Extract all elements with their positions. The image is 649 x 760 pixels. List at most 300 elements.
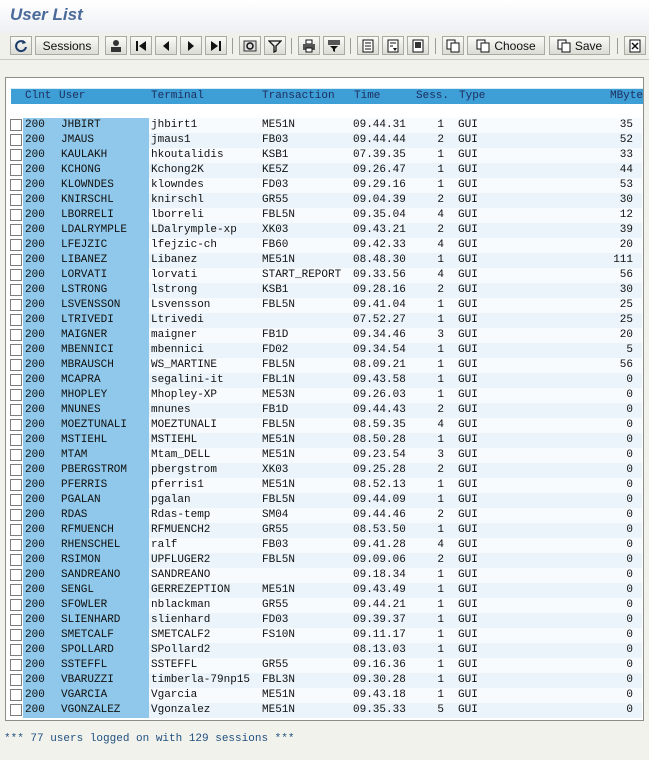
cell-time: 09.28.16 [353, 284, 406, 296]
cell-user: MNUNES [61, 404, 101, 416]
cell-time: 09.34.54 [353, 344, 406, 356]
row-select-checkbox[interactable] [10, 209, 22, 221]
cell-user: LBORRELI [61, 209, 114, 221]
last-page-button[interactable] [205, 36, 227, 55]
cell-type: GUI [458, 359, 478, 371]
row-select-checkbox[interactable] [10, 584, 22, 596]
cell-terminal: SANDREANO [151, 569, 211, 581]
cell-clnt: 200 [25, 479, 45, 491]
cell-time: 09.43.18 [353, 689, 406, 701]
cell-time: 08.50.28 [353, 434, 406, 446]
cell-user: SANDREANO [61, 569, 121, 581]
cell-user: KNIRSCHL [61, 194, 114, 206]
cell-transaction: FBL5N [262, 299, 296, 311]
header-transaction[interactable]: Transaction [262, 90, 335, 102]
filter-button[interactable] [264, 36, 286, 55]
cell-transaction: ME51N [262, 119, 296, 131]
row-select-checkbox[interactable] [10, 524, 22, 536]
cell-terminal: WS_MARTINE [151, 359, 218, 371]
cell-mbyte: 33 [619, 149, 633, 161]
cell-time: 09.41.28 [353, 539, 406, 551]
table-row[interactable] [6, 193, 642, 208]
cell-time: 08.52.13 [353, 479, 406, 491]
cell-transaction: FD03 [262, 179, 289, 191]
cell-terminal: LDalrymple-xp [151, 224, 237, 236]
cell-sess: 1 [437, 614, 444, 626]
header-time[interactable]: Time [354, 90, 381, 102]
row-select-checkbox[interactable] [10, 494, 22, 506]
header-mbyte[interactable]: MByte [609, 90, 643, 102]
row-select-checkbox[interactable] [10, 239, 22, 251]
table-row[interactable] [6, 478, 642, 493]
cell-clnt: 200 [25, 689, 45, 701]
cell-sess: 3 [437, 449, 444, 461]
cell-terminal: Vgarcia [151, 689, 198, 701]
row-select-checkbox[interactable] [10, 434, 22, 446]
cell-type: GUI [458, 374, 478, 386]
cell-transaction: ME51N [262, 704, 296, 716]
cell-transaction: FBL5N [262, 494, 296, 506]
row-select-checkbox[interactable] [10, 329, 22, 341]
cell-mbyte: 0 [626, 479, 633, 491]
cell-mbyte: 39 [619, 224, 633, 236]
table-row[interactable] [6, 388, 642, 403]
cell-type: GUI [458, 539, 478, 551]
cell-user: RHENSCHEL [61, 539, 121, 551]
cell-type: GUI [458, 404, 478, 416]
header-type[interactable]: Type [459, 90, 486, 102]
cell-terminal: mbennici [151, 344, 204, 356]
print-preview-button[interactable] [323, 36, 345, 55]
cell-sess: 1 [437, 674, 444, 686]
next-page-button[interactable] [180, 36, 202, 55]
cell-user: KCHONG [61, 164, 101, 176]
application-toolbar [0, 33, 649, 60]
table-row[interactable] [6, 523, 642, 538]
copy-icon [446, 39, 460, 53]
cell-type: GUI [458, 164, 478, 176]
cell-terminal: pbergstrom [151, 464, 218, 476]
cell-time: 09.35.04 [353, 209, 406, 221]
cell-terminal: mnunes [151, 404, 191, 416]
cell-user: MBRAUSCH [61, 359, 114, 371]
cell-transaction: FBL5N [262, 209, 296, 221]
table-row[interactable] [6, 253, 642, 268]
table-row[interactable] [6, 328, 642, 343]
header-user[interactable]: User [59, 90, 86, 102]
cell-terminal: jhbirt1 [151, 119, 198, 131]
cell-mbyte: 0 [626, 464, 633, 476]
cell-user: MOEZTUNALI [61, 419, 128, 431]
cell-terminal: maigner [151, 329, 198, 341]
cell-user: VBARUZZI [61, 674, 114, 686]
cell-mbyte: 20 [619, 239, 633, 251]
detail-button[interactable] [357, 36, 379, 55]
table-row[interactable] [6, 343, 642, 358]
cell-terminal: nblackman [151, 599, 211, 611]
cell-type: GUI [458, 524, 478, 536]
row-select-checkbox[interactable] [10, 119, 22, 131]
refresh-button[interactable] [10, 36, 32, 55]
cell-time: 09.43.21 [353, 224, 406, 236]
cell-time: 09.18.34 [353, 569, 406, 581]
row-select-checkbox[interactable] [10, 194, 22, 206]
find-button[interactable] [239, 36, 261, 55]
cell-mbyte: 56 [619, 269, 633, 281]
sessions-button[interactable] [35, 36, 99, 55]
cell-mbyte: 0 [626, 599, 633, 611]
table-row[interactable] [6, 178, 642, 193]
cell-clnt: 200 [25, 524, 45, 536]
cell-terminal: lorvati [151, 269, 198, 281]
user-info-button[interactable] [105, 36, 127, 55]
title-bar [0, 0, 649, 34]
cell-clnt: 200 [25, 164, 45, 176]
cell-time: 09.44.44 [353, 134, 406, 146]
cell-terminal: RFMUENCH2 [151, 524, 211, 536]
cell-transaction: FBL3N [262, 674, 296, 686]
row-select-checkbox[interactable] [10, 389, 22, 401]
cell-sess: 1 [437, 569, 444, 581]
cell-transaction: GR55 [262, 599, 289, 611]
cell-mbyte: 0 [626, 404, 633, 416]
table-row[interactable] [6, 448, 642, 463]
cell-clnt: 200 [25, 149, 45, 161]
cell-user: MCAPRA [61, 374, 101, 386]
cell-mbyte: 0 [626, 629, 633, 641]
row-select-checkbox[interactable] [10, 704, 22, 716]
cell-type: GUI [458, 449, 478, 461]
cell-sess: 2 [437, 404, 444, 416]
cell-transaction: XK03 [262, 464, 289, 476]
cell-terminal: MSTIEHL [151, 434, 198, 446]
row-select-checkbox[interactable] [10, 164, 22, 176]
cell-mbyte: 0 [626, 509, 633, 521]
table-row[interactable] [6, 658, 642, 673]
table-row[interactable] [6, 538, 642, 553]
print-button[interactable] [298, 36, 320, 55]
cell-clnt: 200 [25, 329, 45, 341]
row-select-checkbox[interactable] [10, 509, 22, 521]
row-select-checkbox[interactable] [10, 479, 22, 491]
table-row[interactable] [6, 238, 642, 253]
row-select-checkbox[interactable] [10, 569, 22, 581]
cell-mbyte: 30 [619, 284, 633, 296]
cell-user: JMAUS [61, 134, 95, 146]
cell-mbyte: 0 [626, 524, 633, 536]
table-row[interactable] [6, 298, 642, 313]
cell-clnt: 200 [25, 674, 45, 686]
column-header-row [11, 88, 643, 104]
cell-user: LTRIVEDI [61, 314, 114, 326]
user-list-panel [5, 77, 644, 721]
row-select-checkbox[interactable] [10, 614, 22, 626]
row-select-checkbox[interactable] [10, 554, 22, 566]
cell-sess: 1 [437, 119, 444, 131]
cell-terminal: GERREZEPTION [151, 584, 231, 596]
cell-mbyte: 53 [619, 179, 633, 191]
row-select-checkbox[interactable] [10, 134, 22, 146]
cell-sess: 4 [437, 269, 444, 281]
table-row[interactable] [6, 418, 642, 433]
row-select-checkbox[interactable] [10, 374, 22, 386]
cell-user: RSIMON [61, 554, 101, 566]
cell-type: GUI [458, 464, 478, 476]
previous-page-button[interactable] [155, 36, 177, 55]
cell-sess: 4 [437, 239, 444, 251]
cell-clnt: 200 [25, 389, 45, 401]
cell-clnt: 200 [25, 704, 45, 716]
table-row[interactable] [6, 688, 642, 703]
cell-clnt: 200 [25, 569, 45, 581]
document-icon [361, 39, 375, 53]
cell-mbyte: 0 [626, 539, 633, 551]
cell-type: GUI [458, 614, 478, 626]
table-row[interactable] [6, 628, 642, 643]
row-select-checkbox[interactable] [10, 539, 22, 551]
cell-clnt: 200 [25, 464, 45, 476]
cell-type: GUI [458, 149, 478, 161]
row-select-checkbox[interactable] [10, 149, 22, 161]
row-select-checkbox[interactable] [10, 599, 22, 611]
header-sess[interactable]: Sess. [416, 90, 450, 102]
cell-mbyte: 0 [626, 584, 633, 596]
cell-user: LSVENSSON [61, 299, 121, 311]
row-select-checkbox[interactable] [10, 464, 22, 476]
cell-clnt: 200 [25, 194, 45, 206]
cell-time: 09.33.56 [353, 269, 406, 281]
cell-sess: 2 [437, 284, 444, 296]
cell-terminal: slienhard [151, 614, 211, 626]
row-select-checkbox[interactable] [10, 284, 22, 296]
cell-user: MSTIEHL [61, 434, 108, 446]
table-row[interactable] [6, 493, 642, 508]
cell-time: 07.52.27 [353, 314, 406, 326]
cell-user: LSTRONG [61, 284, 108, 296]
table-row[interactable] [6, 433, 642, 448]
cell-user: PFERRIS [61, 479, 108, 491]
cell-time: 08.13.03 [353, 644, 406, 656]
save-label: Save [574, 38, 603, 53]
cell-user: MTAM [61, 449, 88, 461]
row-select-checkbox[interactable] [10, 224, 22, 236]
cell-mbyte: 5 [626, 344, 633, 356]
cell-sess: 2 [437, 464, 444, 476]
table-row[interactable] [6, 223, 642, 238]
cell-mbyte: 20 [619, 329, 633, 341]
cell-mbyte: 0 [626, 449, 633, 461]
cell-sess: 1 [437, 479, 444, 491]
choose-button[interactable] [467, 36, 545, 55]
row-select-checkbox[interactable] [10, 449, 22, 461]
first-page-button[interactable] [130, 36, 152, 55]
cell-type: GUI [458, 299, 478, 311]
cell-transaction: FD02 [262, 344, 289, 356]
table-row[interactable] [6, 568, 642, 583]
cell-terminal: lborreli [151, 209, 204, 221]
cell-time: 09.39.37 [353, 614, 406, 626]
cell-time: 09.04.39 [353, 194, 406, 206]
cell-clnt: 200 [25, 134, 45, 146]
cell-transaction: START_REPORT [262, 269, 342, 281]
cell-mbyte: 52 [619, 134, 633, 146]
table-row[interactable] [6, 613, 642, 628]
cell-user: LDALRYMPLE [61, 224, 128, 236]
cell-type: GUI [458, 599, 478, 611]
table-row[interactable] [6, 358, 642, 373]
row-select-checkbox[interactable] [10, 269, 22, 281]
cell-time: 09.29.16 [353, 179, 406, 191]
table-row[interactable] [6, 583, 642, 598]
toolbar-separator [350, 38, 351, 54]
cell-clnt: 200 [25, 404, 45, 416]
cell-time: 07.39.35 [353, 149, 406, 161]
table-row[interactable] [6, 208, 642, 223]
row-select-checkbox[interactable] [10, 629, 22, 641]
cell-time: 09.16.36 [353, 659, 406, 671]
cell-terminal: lfejzic-ch [151, 239, 218, 251]
cell-clnt: 200 [25, 269, 45, 281]
refresh-icon [14, 39, 28, 53]
cell-transaction: GR55 [262, 659, 289, 671]
sessions-label: Sessions [42, 38, 92, 53]
cell-clnt: 200 [25, 509, 45, 521]
cell-time: 09.25.28 [353, 464, 406, 476]
cell-type: GUI [458, 389, 478, 401]
cell-time: 09.41.04 [353, 299, 406, 311]
row-select-checkbox[interactable] [10, 299, 22, 311]
cell-time: 09.26.47 [353, 164, 406, 176]
cell-type: GUI [458, 644, 478, 656]
cell-mbyte: 0 [626, 494, 633, 506]
filter-icon [268, 39, 282, 53]
cell-terminal: pgalan [151, 494, 191, 506]
cell-mbyte: 0 [626, 419, 633, 431]
table-row[interactable] [6, 508, 642, 523]
cell-terminal: hkoutalidis [151, 149, 224, 161]
table-row[interactable] [6, 373, 642, 388]
cell-clnt: 200 [25, 179, 45, 191]
cell-type: GUI [458, 224, 478, 236]
cell-user: MAIGNER [61, 329, 108, 341]
cell-transaction: FBL5N [262, 554, 296, 566]
cell-terminal: SPollard2 [151, 644, 211, 656]
cell-terminal: Rdas-temp [151, 509, 211, 521]
cell-type: GUI [458, 209, 478, 221]
cell-sess: 2 [437, 509, 444, 521]
cell-transaction: XK03 [262, 224, 289, 236]
row-select-checkbox[interactable] [10, 179, 22, 191]
table-row[interactable] [6, 118, 642, 133]
header-clnt[interactable]: Clnt [25, 90, 52, 102]
save-button[interactable] [549, 36, 610, 55]
cell-clnt: 200 [25, 659, 45, 671]
cell-user: SLIENHARD [61, 614, 121, 626]
row-select-checkbox[interactable] [10, 344, 22, 356]
cell-transaction: ME51N [262, 434, 296, 446]
table-row[interactable] [6, 283, 642, 298]
cell-transaction: FBL1N [262, 374, 296, 386]
table-row[interactable] [6, 703, 642, 718]
layout-icon [411, 39, 425, 53]
page-title: User List [10, 5, 83, 24]
row-select-checkbox[interactable] [10, 659, 22, 671]
cell-user: VGONZALEZ [61, 704, 121, 716]
cell-terminal: klowndes [151, 179, 204, 191]
cell-clnt: 200 [25, 284, 45, 296]
row-select-checkbox[interactable] [10, 359, 22, 371]
cell-user: MBENNICI [61, 344, 114, 356]
row-select-checkbox[interactable] [10, 314, 22, 326]
cell-user: SMETCALF [61, 629, 114, 641]
cell-time: 09.34.46 [353, 329, 406, 341]
cell-time: 08.59.35 [353, 419, 406, 431]
cell-type: GUI [458, 554, 478, 566]
cell-sess: 1 [437, 314, 444, 326]
cell-clnt: 200 [25, 449, 45, 461]
cell-user: MHOPLEY [61, 389, 108, 401]
cell-terminal: Kchong2K [151, 164, 204, 176]
print-preview-icon [327, 39, 341, 53]
row-select-checkbox[interactable] [10, 419, 22, 431]
header-terminal[interactable]: Terminal [151, 90, 204, 102]
cell-sess: 1 [437, 494, 444, 506]
table-row[interactable] [6, 163, 642, 178]
table-row[interactable] [6, 268, 642, 283]
cell-time: 09.44.21 [353, 599, 406, 611]
cell-clnt: 200 [25, 224, 45, 236]
row-select-checkbox[interactable] [10, 404, 22, 416]
table-row[interactable] [6, 673, 642, 688]
cell-user: PGALAN [61, 494, 101, 506]
cell-mbyte: 0 [626, 554, 633, 566]
cell-sess: 2 [437, 134, 444, 146]
table-row[interactable] [6, 403, 642, 418]
cell-clnt: 200 [25, 434, 45, 446]
table-row[interactable] [6, 643, 642, 658]
row-select-checkbox[interactable] [10, 674, 22, 686]
cell-type: GUI [458, 584, 478, 596]
table-row[interactable] [6, 313, 642, 328]
cell-type: GUI [458, 494, 478, 506]
table-row[interactable] [6, 463, 642, 478]
cell-mbyte: 30 [619, 194, 633, 206]
toolbar-separator [617, 38, 618, 54]
first-page-icon [134, 39, 148, 53]
cell-transaction: GR55 [262, 524, 289, 536]
cell-sess: 1 [437, 599, 444, 611]
cell-user: RFMUENCH [61, 524, 114, 536]
user-stamp-icon [109, 39, 123, 53]
cell-clnt: 200 [25, 494, 45, 506]
delete-button[interactable] [624, 36, 646, 55]
cell-terminal: UPFLUGER2 [151, 554, 211, 566]
layout-button[interactable] [407, 36, 429, 55]
table-row[interactable] [6, 598, 642, 613]
cell-sess: 2 [437, 224, 444, 236]
row-select-checkbox[interactable] [10, 254, 22, 266]
export-button[interactable] [382, 36, 404, 55]
table-row[interactable] [6, 553, 642, 568]
copy-button[interactable] [442, 36, 464, 55]
cell-time: 09.11.17 [353, 629, 406, 641]
table-row[interactable] [6, 148, 642, 163]
row-select-checkbox[interactable] [10, 689, 22, 701]
cell-time: 09.35.33 [353, 704, 406, 716]
cell-transaction: FB1D [262, 404, 289, 416]
row-select-checkbox[interactable] [10, 644, 22, 656]
table-row[interactable] [6, 133, 642, 148]
